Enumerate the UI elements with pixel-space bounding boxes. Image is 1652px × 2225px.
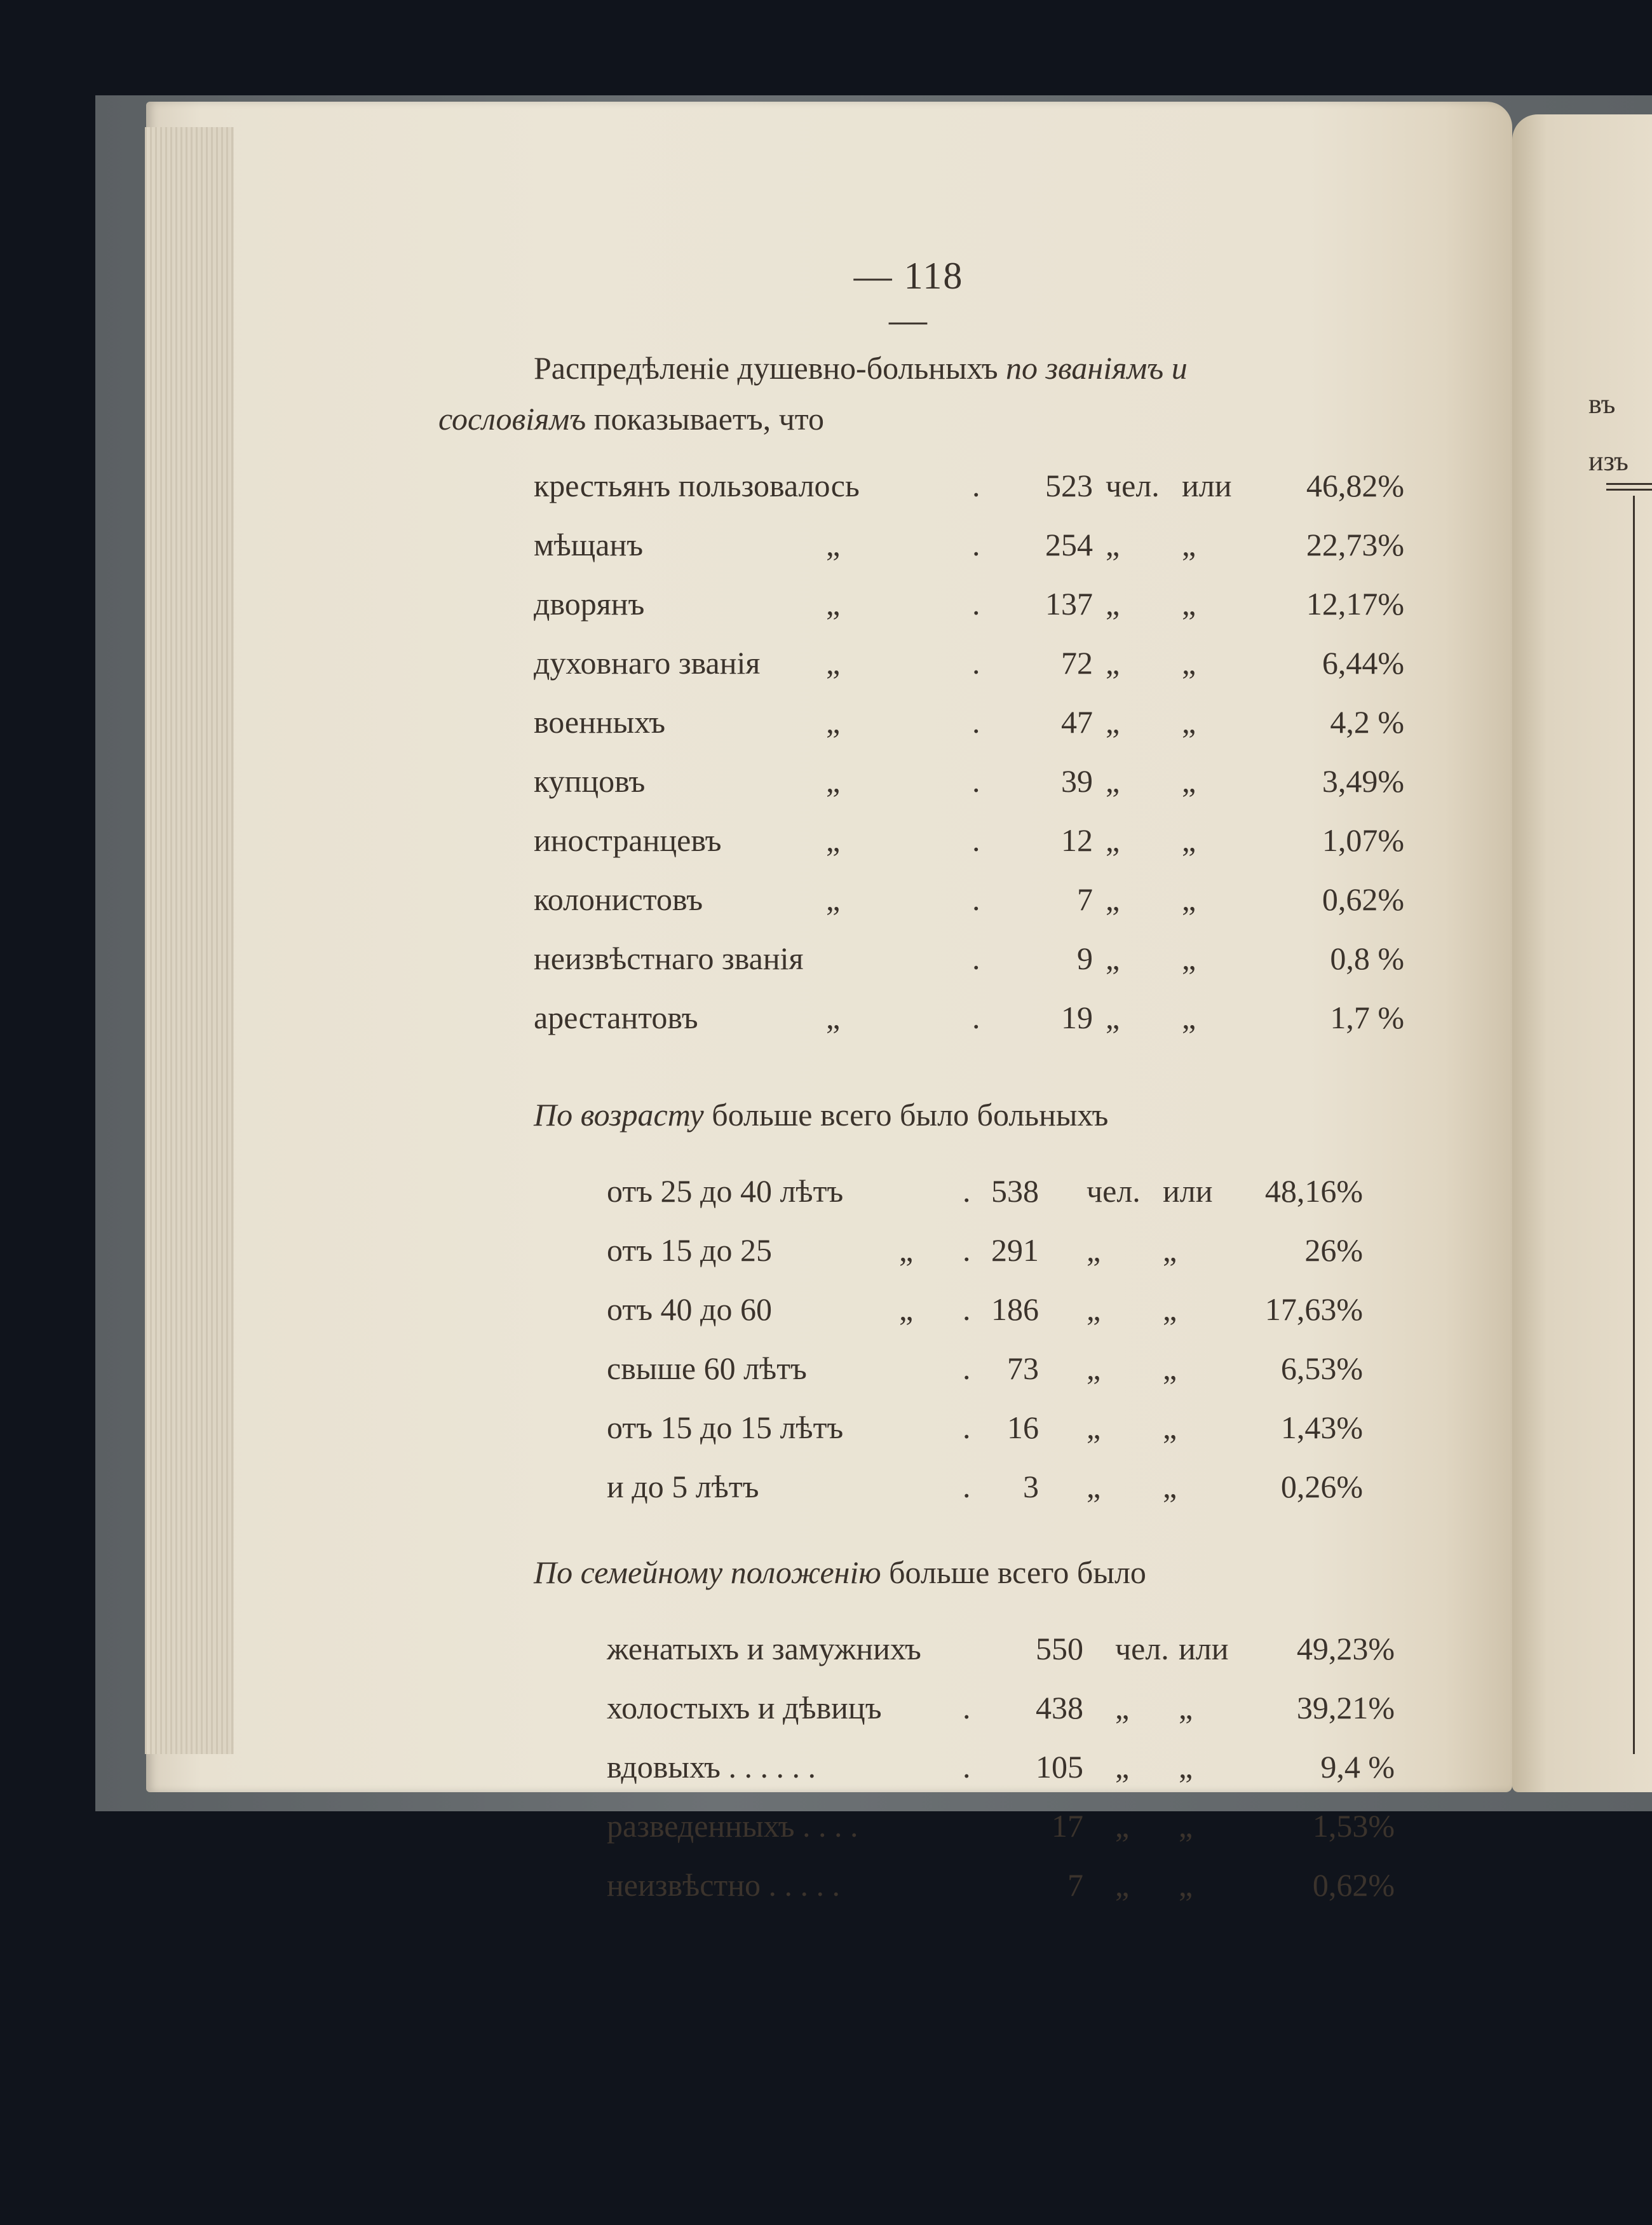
- ages-or: „: [1163, 1469, 1177, 1504]
- ranks-dot: .: [972, 1000, 980, 1035]
- ages-row: [607, 1173, 1496, 1223]
- ranks-pct: 46,82%: [1306, 468, 1404, 503]
- ages-dot: .: [963, 1232, 971, 1268]
- ranks-or: „: [1182, 586, 1196, 622]
- ranks-unit: „: [1106, 763, 1120, 799]
- family-heading-text: больше всего было: [881, 1555, 1146, 1590]
- family-heading: [534, 1554, 1146, 1591]
- ranks-pct: 6,44%: [1322, 645, 1404, 681]
- family-row: [607, 1748, 1496, 1799]
- ranks-pct: 0,8 %: [1330, 941, 1404, 976]
- page-number: — 118 —: [853, 255, 964, 341]
- family-label: неизвѣстно . . . . .: [607, 1867, 841, 1903]
- ages-dot: .: [963, 1410, 971, 1445]
- intro-text-2: показываетъ, что: [586, 401, 824, 437]
- ranks-count: 39: [1061, 763, 1093, 799]
- ranks-ditto: „: [826, 763, 841, 799]
- family-or: „: [1179, 1867, 1193, 1903]
- ranks-row: [534, 526, 1423, 577]
- ranks-dot: .: [972, 704, 980, 740]
- right-page-table-line: [1633, 496, 1635, 1754]
- ranks-or: „: [1182, 822, 1196, 858]
- age-heading: [534, 1096, 1108, 1133]
- ranks-label: иностранцевъ: [534, 822, 722, 858]
- ages-or: „: [1163, 1232, 1177, 1268]
- family-or: „: [1179, 1690, 1193, 1725]
- family-row: [607, 1807, 1496, 1858]
- family-count: 17: [1052, 1808, 1083, 1844]
- family-label: разведенныхъ . . . .: [607, 1808, 858, 1844]
- family-label: холостыхъ и дѣвицъ: [607, 1690, 882, 1725]
- ranks-ditto: „: [826, 1000, 841, 1035]
- family-row: [607, 1689, 1496, 1740]
- ages-label: отъ 15 до 15 лѣтъ: [607, 1410, 844, 1445]
- ranks-count: 254: [1045, 527, 1093, 562]
- ranks-dot: .: [972, 586, 980, 622]
- ranks-count: 523: [1045, 468, 1093, 503]
- ages-row: [607, 1468, 1496, 1519]
- ages-dot: .: [963, 1351, 971, 1386]
- ranks-unit: „: [1106, 941, 1120, 976]
- family-or: или: [1179, 1631, 1229, 1666]
- family-count: 438: [1036, 1690, 1083, 1725]
- ages-pct: 17,63%: [1264, 1291, 1363, 1327]
- ranks-row: [534, 763, 1423, 813]
- ages-label: отъ 15 до 25: [607, 1232, 772, 1268]
- ages-pct: 6,53%: [1280, 1351, 1363, 1386]
- ages-unit: „: [1087, 1291, 1101, 1327]
- ages-count: 538: [991, 1173, 1039, 1209]
- ranks-dot: .: [972, 763, 980, 799]
- ranks-unit: чел.: [1106, 468, 1160, 503]
- ages-dot: .: [963, 1469, 971, 1504]
- ranks-or: „: [1182, 881, 1196, 917]
- ranks-label: арестантовъ: [534, 1000, 698, 1035]
- ranks-count: 9: [1077, 941, 1093, 976]
- ranks-row: [534, 467, 1423, 518]
- ranks-or: „: [1182, 941, 1196, 976]
- age-heading-text: больше всего было больныхъ: [703, 1097, 1109, 1133]
- ranks-unit: „: [1106, 586, 1120, 622]
- ages-unit: „: [1087, 1469, 1101, 1504]
- ages-pct: 0,26%: [1280, 1469, 1363, 1504]
- ranks-row: [534, 881, 1423, 932]
- family-heading-italic: По семейному положенію: [534, 1555, 881, 1590]
- ranks-label: неизвѣстнаго званія: [534, 941, 804, 976]
- ranks-pct: 1,7 %: [1330, 1000, 1404, 1035]
- ranks-unit: „: [1106, 881, 1120, 917]
- family-dot: .: [963, 1690, 971, 1725]
- ranks-or: „: [1182, 704, 1196, 740]
- ranks-dot: .: [972, 941, 980, 976]
- ranks-or: „: [1182, 763, 1196, 799]
- family-count: 550: [1036, 1631, 1083, 1666]
- right-page-rule: [1606, 483, 1652, 491]
- ages-or: „: [1163, 1410, 1177, 1445]
- family-row: [607, 1630, 1496, 1681]
- ages-count: 186: [991, 1291, 1039, 1327]
- ages-ditto: „: [899, 1291, 914, 1327]
- ranks-or: или: [1182, 468, 1232, 503]
- family-row: [607, 1867, 1496, 1917]
- ages-or: „: [1163, 1291, 1177, 1327]
- ranks-ditto: „: [826, 645, 841, 681]
- ages-unit: „: [1087, 1410, 1101, 1445]
- ages-dot: .: [963, 1173, 971, 1209]
- ages-label: и до 5 лѣтъ: [607, 1469, 759, 1504]
- ages-count: 291: [991, 1232, 1039, 1268]
- ranks-row: [534, 822, 1423, 873]
- ranks-or: „: [1182, 1000, 1196, 1035]
- family-pct: 0,62%: [1312, 1867, 1395, 1903]
- family-dot: .: [963, 1749, 971, 1785]
- ages-dot: .: [963, 1291, 971, 1327]
- family-count: 7: [1067, 1867, 1083, 1903]
- family-or: „: [1179, 1808, 1193, 1844]
- family-pct: 1,53%: [1312, 1808, 1395, 1844]
- ranks-label: дворянъ: [534, 586, 645, 622]
- ranks-dot: .: [972, 645, 980, 681]
- ages-unit: „: [1087, 1232, 1101, 1268]
- intro-italic-2: сословіямъ: [438, 401, 586, 437]
- ranks-count: 7: [1077, 881, 1093, 917]
- right-page-word-2: изъ: [1588, 446, 1628, 477]
- family-pct: 39,21%: [1296, 1690, 1395, 1725]
- ranks-row: [534, 585, 1423, 636]
- intro-text-1: Распредѣленіе душевно-больныхъ: [534, 350, 1006, 386]
- ages-ditto: „: [899, 1232, 914, 1268]
- ranks-row: [534, 644, 1423, 695]
- ages-row: [607, 1409, 1496, 1460]
- ages-pct: 48,16%: [1264, 1173, 1363, 1209]
- ranks-row: [534, 704, 1423, 754]
- ages-label: свыше 60 лѣтъ: [607, 1351, 807, 1386]
- family-unit: „: [1115, 1749, 1130, 1785]
- ranks-row: [534, 940, 1423, 991]
- ranks-ditto: „: [826, 586, 841, 622]
- right-page: [1512, 114, 1652, 1792]
- ages-row: [607, 1350, 1496, 1401]
- ranks-count: 137: [1045, 586, 1093, 622]
- ranks-count: 47: [1061, 704, 1093, 740]
- ranks-label: купцовъ: [534, 763, 646, 799]
- family-label: женатыхъ и замужнихъ: [607, 1631, 921, 1666]
- ages-label: отъ 40 до 60: [607, 1291, 772, 1327]
- ages-or: или: [1163, 1173, 1213, 1209]
- family-pct: 49,23%: [1296, 1631, 1395, 1666]
- ranks-pct: 0,62%: [1322, 881, 1404, 917]
- intro-italic-1: по званіямъ и: [1006, 350, 1188, 386]
- ranks-unit: „: [1106, 645, 1120, 681]
- ranks-ditto: „: [826, 704, 841, 740]
- ranks-label: духовнаго званія: [534, 645, 761, 681]
- intro-line-2: [438, 400, 824, 437]
- ranks-unit: „: [1106, 527, 1120, 562]
- ranks-or: „: [1182, 645, 1196, 681]
- ages-count: 16: [1007, 1410, 1039, 1445]
- ranks-dot: .: [972, 527, 980, 562]
- ages-unit: „: [1087, 1351, 1101, 1386]
- ranks-ditto: „: [826, 822, 841, 858]
- ranks-label: военныхъ: [534, 704, 666, 740]
- family-count: 105: [1036, 1749, 1083, 1785]
- ranks-label: крестьянъ пользовалось: [534, 468, 860, 503]
- ranks-unit: „: [1106, 704, 1120, 740]
- ages-row: [607, 1291, 1496, 1342]
- ranks-pct: 1,07%: [1322, 822, 1404, 858]
- ages-label: отъ 25 до 40 лѣтъ: [607, 1173, 844, 1209]
- family-pct: 9,4 %: [1320, 1749, 1395, 1785]
- right-page-word-1: въ: [1588, 388, 1616, 419]
- family-unit: „: [1115, 1808, 1130, 1844]
- ranks-label: колонистовъ: [534, 881, 703, 917]
- ages-row: [607, 1232, 1496, 1283]
- ranks-label: мѣщанъ: [534, 527, 644, 562]
- ranks-row: [534, 999, 1423, 1050]
- age-heading-italic: По возрасту: [534, 1097, 704, 1133]
- ages-pct: 26%: [1304, 1232, 1363, 1268]
- ranks-dot: .: [972, 822, 980, 858]
- ranks-pct: 3,49%: [1322, 763, 1404, 799]
- ages-count: 3: [1023, 1469, 1039, 1504]
- ranks-unit: „: [1106, 822, 1120, 858]
- ages-pct: 1,43%: [1280, 1410, 1363, 1445]
- ranks-or: „: [1182, 527, 1196, 562]
- ages-unit: чел.: [1087, 1173, 1141, 1209]
- family-label: вдовыхъ . . . . . .: [607, 1749, 816, 1785]
- ranks-count: 72: [1061, 645, 1093, 681]
- intro-line-1: [534, 350, 1188, 386]
- ranks-ditto: „: [826, 881, 841, 917]
- ranks-pct: 12,17%: [1306, 586, 1404, 622]
- ranks-unit: „: [1106, 1000, 1120, 1035]
- ranks-dot: .: [972, 468, 980, 503]
- family-unit: чел.: [1115, 1631, 1169, 1666]
- family-unit: „: [1115, 1867, 1130, 1903]
- ranks-ditto: „: [826, 527, 841, 562]
- ranks-count: 12: [1061, 822, 1093, 858]
- ranks-pct: 4,2 %: [1330, 704, 1404, 740]
- ranks-dot: .: [972, 881, 980, 917]
- page-edges: [145, 127, 234, 1754]
- ranks-pct: 22,73%: [1306, 527, 1404, 562]
- family-unit: „: [1115, 1690, 1130, 1725]
- ages-or: „: [1163, 1351, 1177, 1386]
- ranks-count: 19: [1061, 1000, 1093, 1035]
- family-or: „: [1179, 1749, 1193, 1785]
- ages-count: 73: [1007, 1351, 1039, 1386]
